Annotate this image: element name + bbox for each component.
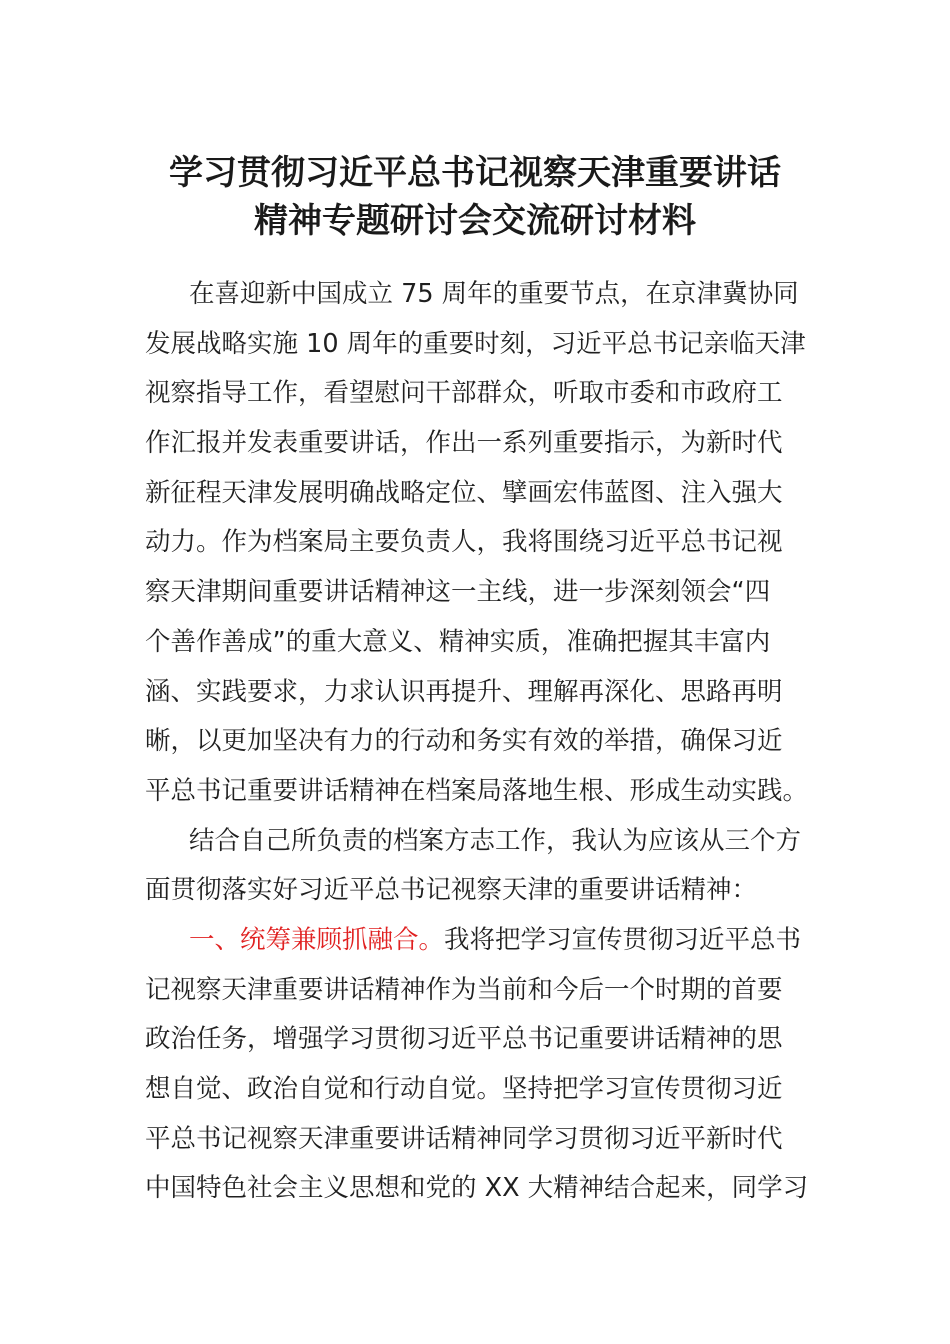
paragraph-line: 视察指导工作，看望慰问干部群众，听取市委和市政府工 [145,378,783,409]
paragraph-line: 在喜迎新中国成立 75 周年的重要节点，在京津冀协同 [189,279,799,309]
paragraph-line: 平总书记视察天津重要讲话精神同学习贯彻习近平新时代 [145,1123,783,1154]
section-heading: 一、统筹兼顾抓融合。 [189,924,445,955]
paragraph-line: 新征程天津发展明确战略定位、擘画宏伟蓝图、注入强大 [145,477,783,508]
paragraph-line: 中国特色社会主义思想和党的 XX 大精神结合起来，同学习 [145,1173,809,1204]
paragraph-line: 平总书记重要讲话精神在档案局落地生根、形成生动实践。 [145,775,809,806]
paragraph-line: 面贯彻落实好习近平总书记视察天津的重要讲话精神： [145,875,758,906]
section-heading-continuation: 我将把学习宣传贯彻习近平总书 [444,924,802,955]
paragraph-line: 发展战略实施 10 周年的重要时刻，习近平总书记亲临天津 [145,328,806,359]
paragraph-line: 结合自己所负责的档案方志工作，我认为应该从三个方 [189,825,802,856]
paragraph-line: 动力。作为档案局主要负责人，我将围绕习近平总书记视 [145,527,783,558]
document-title-line-1: 学习贯彻习近平总书记视察天津重要讲话 [169,153,781,193]
document-title-line-2: 精神专题研讨会交流研讨材料 [254,201,696,241]
paragraph-line: 想自觉、政治自觉和行动自觉。坚持把学习宣传贯彻习近 [145,1074,783,1104]
paragraph-line: 记视察天津重要讲话精神作为当前和今后一个时期的首要 [145,974,783,1005]
paragraph-line: 作汇报并发表重要讲话，作出一系列重要指示，为新时代 [145,428,783,459]
document-body [145,270,809,1214]
paragraph-line: 察天津期间重要讲话精神这一主线，进一步深刻领会“四 [145,577,771,608]
paragraph-line: 政治任务，增强学习贯彻习近平总书记重要讲话精神的思 [145,1024,783,1055]
paragraph-line: 晰，以更加坚决有力的行动和务实有效的举措，确保习近 [145,726,783,757]
paragraph-line: 个善作善成”的重大意义、精神实质，准确把握其丰富内 [145,626,771,657]
section-heading-line [145,916,805,966]
paragraph-line: 涵、实践要求，力求认识再提升、理解再深化、思路再明 [145,676,783,707]
